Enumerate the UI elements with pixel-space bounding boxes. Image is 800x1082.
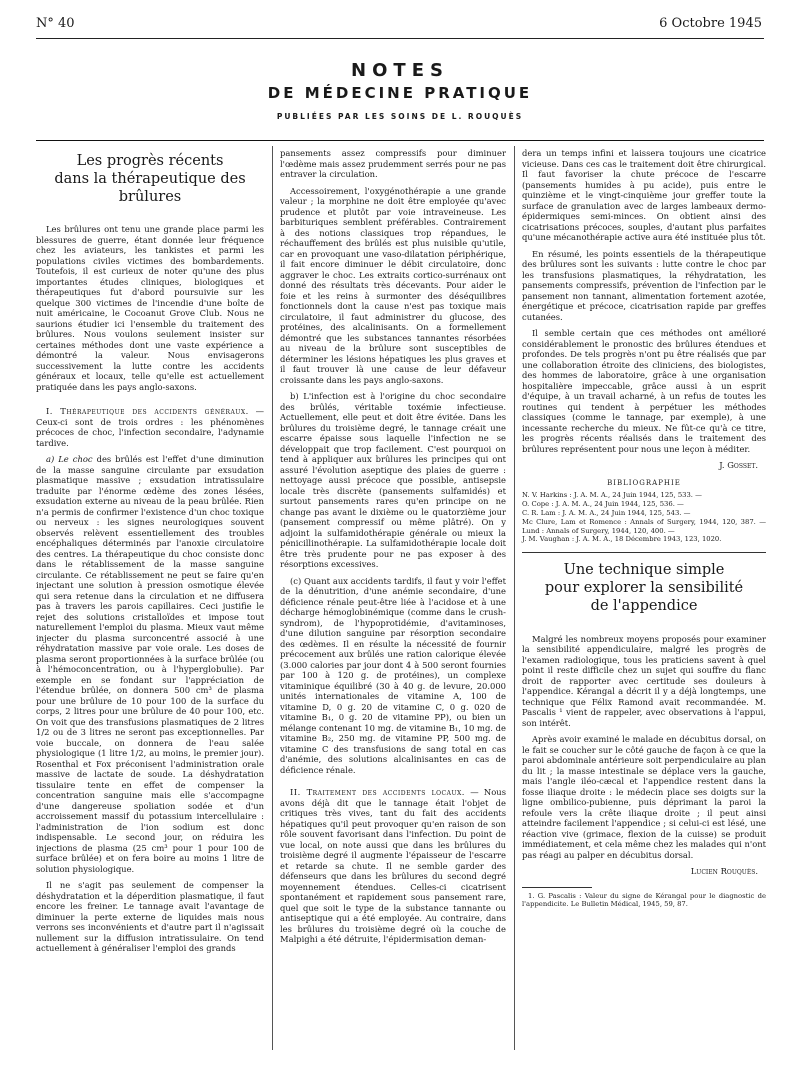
section1-heading: I. Thérapeutique des accidents généraux.	[46, 406, 249, 417]
footnote: 1. G. Pascalis : Valeur du signe de Kérangal pour le diagnostic de l'appendicite. Le Bulletin Médical, 1945, 59, 87.	[522, 891, 766, 909]
article2-paragraph-2: Après avoir examiné le malade en décubitus dorsal, on le fait se coucher sur le côté gauche de façon à ce que la paroi abdominale antérieure soit perpendiculaire au plan du lit ; la masse intestinale se déplace vers la gauche, mais l'angle iléo-cæcal et l'appendice restent dans la fosse iliaque droite : le médecin place ses doigts sur la ligne ombilico-pubienne, puis déprimant la paroi la refoule vers la crête iliaque droite ; il peut ainsi atteindre facilement l'appendice ; si celui-ci est lésé, une réaction vive (grimace, flexion de la cuisse) se produit immédiatement, et cela même chez les malades qui n'ont pas réagi au palper en décubitus dorsal.	[522, 734, 766, 860]
masthead-rule	[36, 140, 764, 141]
article2-title-line1: Une technique simple	[563, 562, 725, 579]
masthead-editor: PUBLIÉES PAR LES SOINS DE L. ROUQUÈS	[276, 112, 524, 121]
column-rule-2	[514, 146, 515, 1050]
article2-paragraph-1: Malgré les nombreux moyens proposés pour examiner la sensibilité appendiculaire, malgré les progrès de l'examen radiologique, tous les praticiens savent à quel point il reste difficile chez un sujet qui souffre du flanc droit de rapporter avec certitude ses douleurs à l'appendice. Kérangal a décrit il y a déjà longtemps, une technique que Félix Ramond avait recommandée. M. Pascalis ¹ vient de rappeler, avec observations à l'appui, son intérêt.	[522, 633, 766, 728]
bibliography-item: O. Cope : J. A. M. A., 24 Juin 1944, 125, 536. —	[522, 500, 684, 509]
late-accidents-paragraph: (c) Quant aux accidents tardifs, il faut y voir l'effet de la dénutrition, d'une anémie secondaire, d'une déficience rénale peut-être liée à l'acidose et à une décharge hémoglobinémique (comme dans le crush-syndrom), de l'hypoprotidémie, d'avitaminoses, d'une dilution sanguine par résorption secondaire des œdèmes. Il en résulte la nécessité de fournir précocement aux brûlés une ration calorique élevée (3.000 calories par jour dont 4 à 500 seront fournies par 100 à 120 g. de protéines), un complexe vitaminique équilibré (30 à 40 g. de levure, 20.000 unités internationales de vitamine A, 100 de vitamine D, 0 g. 20 de vitamine C, 0 g. 020 de vitamine B₁, 0 g. 20 de vitamine PP), ou bien un mélange contenant 10 mg. de vitamine B₁, 10 mg. de vitamine B₂, 250 mg. de vitamine PP, 500 mg. de vitamine C des transfusions de sang total en cas d'anémie, des solutions alcalinisantes en cas de déficience rénale.	[280, 575, 506, 775]
shock-paragraph	[36, 454, 264, 874]
footnote-rule	[522, 887, 592, 888]
bibliography-item: N. V. Harkins : J. A. M. A., 24 Juin 1944, 125, 533. —	[522, 491, 702, 500]
column-rule-1	[272, 146, 273, 1050]
article2-signature: Lucien Rouquès.	[690, 866, 758, 877]
column-1	[36, 148, 264, 960]
section1-text: — Ceux-ci sont de trois ordres : les phénomènes précoces de choc, l'infection secondaire, l'adynamie tardive.	[36, 406, 264, 448]
article2-title-line2: pour explorer la sensibilité	[544, 580, 744, 597]
article1-intro: Les brûlures ont tenu une grande place parmi les blessures de guerre, étant donnée leur fréquence chez les aviateurs, les tankistes et parmi les populations civiles victimes des bombardements. Toutefois, il est curieux de noter qu'une des plus importantes études cliniques, biologiques et thérapeutiques fut d'abord poursuivie sur les quelque 300 victimes de l'incendie d'une boîte de nuit américaine, le Cocoanut Grove Club. Nous ne saurions étudier ici l'ensemble du traitement des brûlures. Nous voulons seulement insister sur certaines méthodes dont une vaste expérience a démontré la valeur. Nous envisagerons successivement la lutte contre les accidents généraux et locaux, telle qu'elle est actuellement pratiquée dans les pays anglo-saxons.	[36, 224, 264, 392]
shock-paragraph-2: Il ne s'agit pas seulement de compenser la déshydratation et la déperdition plasmatique, il faut encore les freiner. Le tannage avait l'avantage de diminuer la perte externe de liquides mais nous verrons ses inconvénients et d'autre part il n'agissait nullement sur la diffusion intratissulaire. On tend actuellement à généraliser l'emploi des grands	[36, 880, 264, 954]
conclusion-paragraph: Il semble certain que ces méthodes ont amélioré considérablement le pronostic des brûlures étendues et profondes. De tels progrès n'ont pu être réalisés que par une collaboration étroite des cliniciens, des biologistes, des hommes de laboratoire, grâce à une organisation hospitalière impeccable, grâce aussi à un esprit d'équipe, à un travail acharné, à un refus de toutes les routines qui tendent à perpétuer les méthodes classiques (comme le tannage, par exemple), à une incessante recherche du mieux. Ne fût-ce qu'à ce titre, les progrès récents réalisés dans le traitement des brûlures représentent pour nous une leçon à méditer.	[522, 328, 766, 454]
header-rule	[36, 38, 764, 39]
surgical-paragraph: dera un temps infini et laissera toujours une cicatrice vicieuse. Dans ces cas le traitement doit être chirurgical. Il faut favoriser la chute précoce de l'escarre (pansements humides à pu acide), puis entre le quinzième et le vingt-cinquième jour greffer toute la surface de granulation avec de larges lambeaux dermo-épidermiques semi-minces. On obtient ainsi des cicatrisations précoces, souples, d'autant plus parfaites qu'une mécanothérapie active aura été instituée plus tôt.	[522, 148, 766, 242]
dressings-paragraph: pansements assez compressifs pour diminuer l'œdème mais assez prudemment serrés pour ne pas entraver la circulation.	[280, 148, 506, 179]
masthead-title: NOTES	[351, 60, 449, 81]
bibliography-heading: BIBLIOGRAPHIE	[607, 478, 681, 487]
section2-heading: II. Traitement des accidents locaux.	[290, 787, 465, 797]
bibliography-list	[522, 491, 766, 544]
article1-title-line1: Les progrès récents	[76, 153, 224, 169]
section2-paragraph	[280, 787, 506, 945]
column-3	[522, 148, 766, 915]
page-header-date: 6 Octobre 1945	[659, 16, 762, 31]
article-separator	[522, 552, 766, 553]
article1-title	[36, 152, 264, 206]
column-2	[280, 148, 506, 951]
bibliography-item: C. R. Lam : J. A. M. A., 24 Juin 1944, 125, 543. —	[522, 508, 691, 517]
shock-lead: a) Le choc	[46, 454, 93, 465]
bibliography-item: J. M. Vaughan : J. A. M. A., 18 Décembre 1943, 123, 1020.	[522, 535, 722, 544]
article2-title	[522, 561, 766, 615]
bibliography-item: Mc Clure, Lam et Romence : Annals of Surgery, 1944, 120, 387. — Lund : Annals of Surgery, 1944, 120, 400. —	[522, 517, 766, 535]
article1-title-line2: dans la thérapeutique des brûlures	[54, 171, 246, 206]
summary-paragraph: En résumé, les points essentiels de la thérapeutique des brûlures sont les suivants : lutte contre le choc par les transfusions plasmatiques, la réhydratation, les pansements compressifs, prévention de l'infection par le pansement non tannant, alimentation fortement azotée, énergétique et précoce, cicatrisation rapide par greffes cutanées.	[522, 248, 766, 322]
adjuvant-therapy-paragraph: Accessoirement, l'oxygénothérapie a une grande valeur ; la morphine ne doit être employée qu'avec prudence et plutôt par voie intraveineuse. Les barbituriques semblent préférables. Contrairement à des notions classiques trop répandues, le réchauffement des brûlés est plus nuisible qu'utile, car en provoquant une vaso-dilatation périphérique, il fait encore diminuer le débit circulatoire, donc aggraver le choc. Les extraits cortico-surrénaux ont donné des résultats très décevants. Pour aider le foie et les reins à surmonter des déséquilibres fonctionnels dont la cause n'est pas toxique mais circulatoire, il faut administrer du glucose, des protéines, des alcalinisants. On a formellement démontré que les substances tannantes résorbées au niveau de la brûlure sont susceptibles de déterminer les lésions hépatiques les plus graves et il faut trouver là une cause de leur défaveur croissante dans les pays anglo-saxons.	[280, 185, 506, 385]
article2-title-line3: de l'appendice	[590, 598, 698, 615]
shock-text: des brûlés est l'effet d'une diminution de la masse sanguine circulante par exsudation plasmatique massive ; exsudation intratissulaire traduite par l'énorme œdème des zones lésées, exsudation externe au niveau de la peau brûlée. Rien n'a permis de confirmer l'existence d'un choc toxique ou nerveux : les signes neurologiques souvent observés relèvent essentiellement des troubles encéphaliques déterminés par l'anoxie circulatoire des centres. La thérapeutique du choc consiste donc dans le rétablissement de la masse sanguine circulante. Ce rétablissement ne peut se faire qu'en injectant une solution à pression osmotique élevée qui sera retenue dans la circulation et ne diffusera pas à travers les parois capillaires. Ceci justifie le rejet des solutions cristalloïdes et impose tout naturellement l'emploi du plasma. Mieux vaut même injecter du plasma surconcentré associé à une réhydratation massive par voie orale. Les doses de plasma seront proportionnées à la surface brûlée (ou à l'hémoconcentration, ou à l'hyperglobulie). Par exemple en se fondant sur l'appréciation de l'étendue brûlée, on donnera 500 cm³ de plasma pour une brûlure de 10 pour 100 de la surface du corps, 2 litres pour une brûlure de 40 pour 100, etc. On voit que des transfusions plasmatiques de 2 litres 1/2 ou de 3 litres ne seront pas exceptionnelles. Par voie buccale, on donnera de l'eau salée physiologique (1 litre 1/2, au moins, le premier jour). Rosenthal et Fox préconisent l'administration orale massive de lactate de soude. La déshydratation tissulaire tente en effet de compenser la concentration sanguine mais elle s'accompagne d'une dangereuse spoliation sodée et d'un accroissement massif du potassium intercellulaire : l'administration de l'ion sodium est donc indispensable. Le second jour, on réduira les injections de plasma (25 cm³ pour 1 pour 100 de surface brûlée) et on fera boire au moins 1 litre de solution physiologique.	[36, 454, 264, 874]
page-header-issue: N° 40	[36, 16, 75, 31]
masthead-subtitle: DE MÉDECINE PRATIQUE	[267, 84, 533, 102]
infection-paragraph: b) L'infection est à l'origine du choc secondaire des brûlés, véritable toxémie infectieuse. Actuellement, elle peut et doit être évitée. Dans les brûlures du troisième degré, le tannage créait une escarre épaisse sous laquelle l'infection ne se développait que trop facilement. C'est pourquoi on tend à appliquer aux brûlures les principes qui ont assuré l'évolution aseptique des plaies de guerre : nettoyage aussi précoce que possible, antisepsie locale très discrète (pansements sulfamidés) et surtout pansements rares qu'en principe on ne change pas avant le dixième ou le quatorzième jour (pansement compressif ou même plâtré). On y adjoint la sulfamidothérapie générale ou mieux la pénicillinothérapie. La sulfamidothérapie locale doit être très prudente pour ne pas exposer à des résorptions excessives.	[280, 391, 506, 569]
article1-signature: J. Gosset.	[719, 460, 758, 470]
section1-paragraph	[36, 406, 264, 448]
section2-text: — Nous avons déjà dit que le tannage était l'objet de critiques très vives, tant du fait des accidents hépatiques qu'il peut provoquer qu'en raison de son rôle souvent favorisant dans l'infection. Du point de vue local, on note aussi que dans les brûlures du troisième degré il augmente l'épaisseur de l'escarre et retarde sa chute. Il ne semble garder des défenseurs que dans les brûlures du second degré moyennement étendues. Celles-ci cicatrisent spontanément et rapidement sous pansement rare, quel que soit le type de la substance tannante ou antiseptique qui a été employée. Au contraire, dans les brûlures du troisième degré où la couche de Malpighi a été détruite, l'épidermisation deman-	[280, 787, 506, 944]
